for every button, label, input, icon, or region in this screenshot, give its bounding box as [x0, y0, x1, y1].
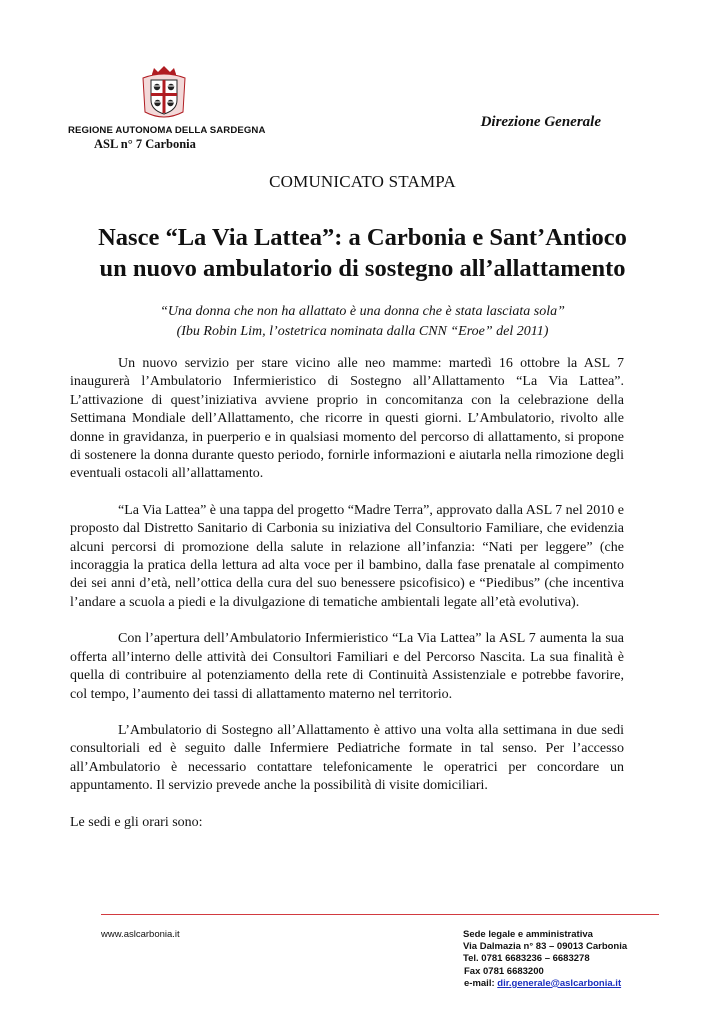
headline-line-2: un nuovo ambulatorio di sostegno all’allattamento	[99, 255, 626, 282]
paragraph: Con l’apertura dell’Ambulatorio Infermieristico “La Via Lattea” la ASL 7 aumenta la sua offerta all’interno delle attività dei Consultori Familiari e del Percorso Nascita. La sua finalità è quella di contribuire al potenziamento della rete di Continuità Assistenziale e potrebbe favorire, col tempo, l’aumento dei tassi di allattamento materno nel territorio.	[70, 631, 624, 702]
paragraph: Un nuovo servizio per stare vicino alle neo mamme: martedì 16 ottobre la ASL 7 inaugurerà l’Ambulatorio Infermieristico di Sostegno all’Allattamento “La Via Lattea”. L’attivazione di quest’iniziativa avviene proprio in concomitanza con la celebrazione della Settimana Mondiale dell’Allattamento, che ricorre in questi giorni. L’Ambulatorio, rivolto alle donne in gravidanza, in puerperio e in qualsiasi momento del percorso di allattamento, si propone di sostenere la donna durante questo periodo, fornirle informazioni e aiutarla nella rimozione degli eventuali ostacoli all’allattamento.	[70, 356, 624, 482]
office-email-row	[463, 978, 663, 990]
closing-line: Le sedi e gli orari sono:	[70, 814, 203, 830]
footer-website: www.aslcarbonia.it	[101, 929, 180, 940]
office-address: Via Dalmazia n° 83 – 09013 Carbonia	[463, 941, 628, 953]
headline	[40, 222, 685, 284]
office-title: Sede legale e amministrativa	[463, 929, 593, 940]
headline-line-1: Nasce “La Via Lattea”: a Carbonia e Sant’Antioco	[98, 224, 627, 251]
asl-name: ASL n° 7 Carbonia	[94, 137, 196, 151]
office-phone: Tel. 0781 6683236 – 6683278	[463, 953, 590, 965]
quote-attribution: (Ibu Robin Lim, l’ostetrica nominata dalla CNN “Eroe” del 2011)	[176, 324, 549, 339]
region-name: REGIONE AUTONOMA DELLA SARDEGNA	[68, 125, 266, 136]
footer-contact-block	[463, 929, 663, 990]
article-body	[70, 355, 624, 850]
document-type: COMUNICATO STAMPA	[269, 172, 456, 191]
footer-divider	[101, 914, 659, 915]
quote-text: “Una donna che non ha allattato è una donna che è stata lasciata sola”	[160, 304, 565, 319]
email-label: e-mail:	[464, 977, 498, 989]
office-fax: Fax 0781 6683200	[464, 965, 544, 977]
paragraph: “La Via Lattea” è una tappa del progetto “Madre Terra”, approvato dalla ASL 7 nel 2010 e proposto dal Distretto Sanitario di Carbonia su iniziativa del Consultorio Familiare, che evidenzia alcuni percorsi di promozione della salute in relazione all’infanzia: “Nati per leggere” (che incoraggia la pratica della lettura ad alta voce per il bambino, dalla fase prenatale al compimento dei sei anni d’età, nell’ottica della cura del suo benessere psicofisico) e “Piedibus” (che incentiva l’andare a scuola a piedi e la divulgazione di tematiche ambientali legate all’età evolutiva).	[70, 502, 624, 610]
paragraph: L’Ambulatorio di Sostegno all’Allattamento è attivo una volta alla settimana in due sedi consultoriali ed è seguito dalle Infermiere Pediatriche formate in tal senso. Per l’accesso all’Ambulatorio è necessario contattare telefonicamente le operatrici per concordare un appuntamento. Il servizio prevede anche la possibilità di visite domiciliari.	[70, 722, 624, 794]
epigraph-quote	[40, 302, 685, 342]
sardinia-coat-of-arms-icon	[139, 66, 189, 124]
email-link[interactable]: dir.generale@aslcarbonia.it	[497, 977, 622, 989]
department-name: Direzione Generale	[480, 114, 601, 130]
